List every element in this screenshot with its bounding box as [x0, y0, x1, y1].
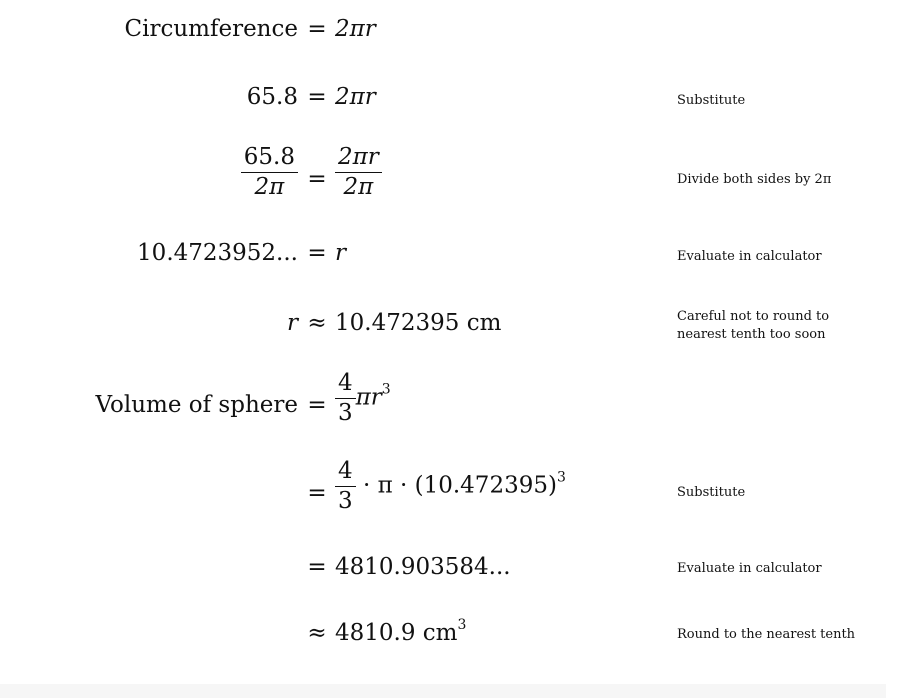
fraction-numerator: 65.8	[241, 146, 298, 173]
relation-equals: =	[307, 480, 327, 506]
rhs-volume-substituted	[335, 460, 566, 513]
lhs-r: r	[287, 310, 298, 336]
fraction-rhs	[335, 146, 382, 199]
rhs-fraction	[335, 146, 382, 199]
fraction-denominator: 2π	[343, 174, 374, 200]
pi-r: πr	[355, 384, 382, 411]
lhs-value: 10.4723952...	[137, 240, 298, 266]
fraction-four-thirds	[335, 372, 356, 425]
rhs-2-pi-r: 2πr	[335, 16, 376, 42]
step-divide	[0, 146, 912, 216]
lhs-fraction	[241, 146, 298, 199]
step-volume-evaluate	[0, 554, 912, 588]
fraction-denominator: 3	[338, 488, 353, 514]
note-divide: Divide both sides by 2π	[677, 172, 832, 187]
note-evaluate: Evaluate in calculator	[677, 249, 822, 264]
fraction-lhs	[241, 146, 298, 199]
rhs-volume-formula	[335, 372, 391, 425]
relation-approx: ≈	[307, 310, 327, 336]
note-round: Round to the nearest tenth	[677, 627, 856, 642]
note-substitute: Substitute	[677, 93, 746, 108]
rhs-volume-rounded	[335, 617, 467, 646]
relation-equals: =	[307, 166, 327, 192]
fraction-four-thirds	[335, 460, 356, 513]
lhs-circumference: Circumference	[124, 16, 298, 42]
relation-equals: =	[307, 16, 327, 42]
exponent: 3	[556, 469, 566, 486]
step-substitute-circumference	[0, 84, 912, 118]
exponent: 3	[381, 381, 391, 398]
step-volume-rounded	[0, 617, 912, 654]
rhs-r: r	[335, 240, 346, 266]
note-substitute: Substitute	[677, 485, 746, 500]
relation-equals: =	[307, 554, 327, 580]
rhs-volume-value: 4810.903584...	[335, 554, 511, 580]
step-circumference	[0, 16, 912, 50]
relation-equals: =	[307, 84, 327, 110]
step-evaluate-radius	[0, 240, 912, 274]
product-expression: · π · (10.472395)	[362, 472, 557, 499]
rhs-2-pi-r: 2πr	[335, 84, 376, 110]
relation-equals: =	[307, 240, 327, 266]
fraction-denominator: 2π	[254, 174, 285, 200]
rhs-radius-value: 10.472395 cm	[335, 310, 502, 336]
fraction-numerator: 4	[335, 372, 356, 399]
lhs-volume: Volume of sphere	[95, 392, 298, 418]
note-evaluate: Evaluate in calculator	[677, 561, 822, 576]
note-careful: Careful not to round to nearest tenth too soon	[677, 309, 830, 342]
lhs-value: 65.8	[246, 84, 298, 110]
step-radius-approx	[0, 310, 912, 350]
relation-approx: ≈	[307, 620, 327, 646]
footer-bar	[0, 684, 886, 698]
step-volume-formula	[0, 372, 912, 438]
fraction-numerator: 4	[335, 460, 356, 487]
relation-equals: =	[307, 392, 327, 418]
fraction-numerator: 2πr	[335, 146, 382, 173]
exponent: 3	[457, 617, 467, 633]
step-volume-substitute	[0, 460, 912, 526]
volume-value: 4810.9 cm	[335, 620, 458, 646]
fraction-denominator: 3	[338, 400, 353, 426]
